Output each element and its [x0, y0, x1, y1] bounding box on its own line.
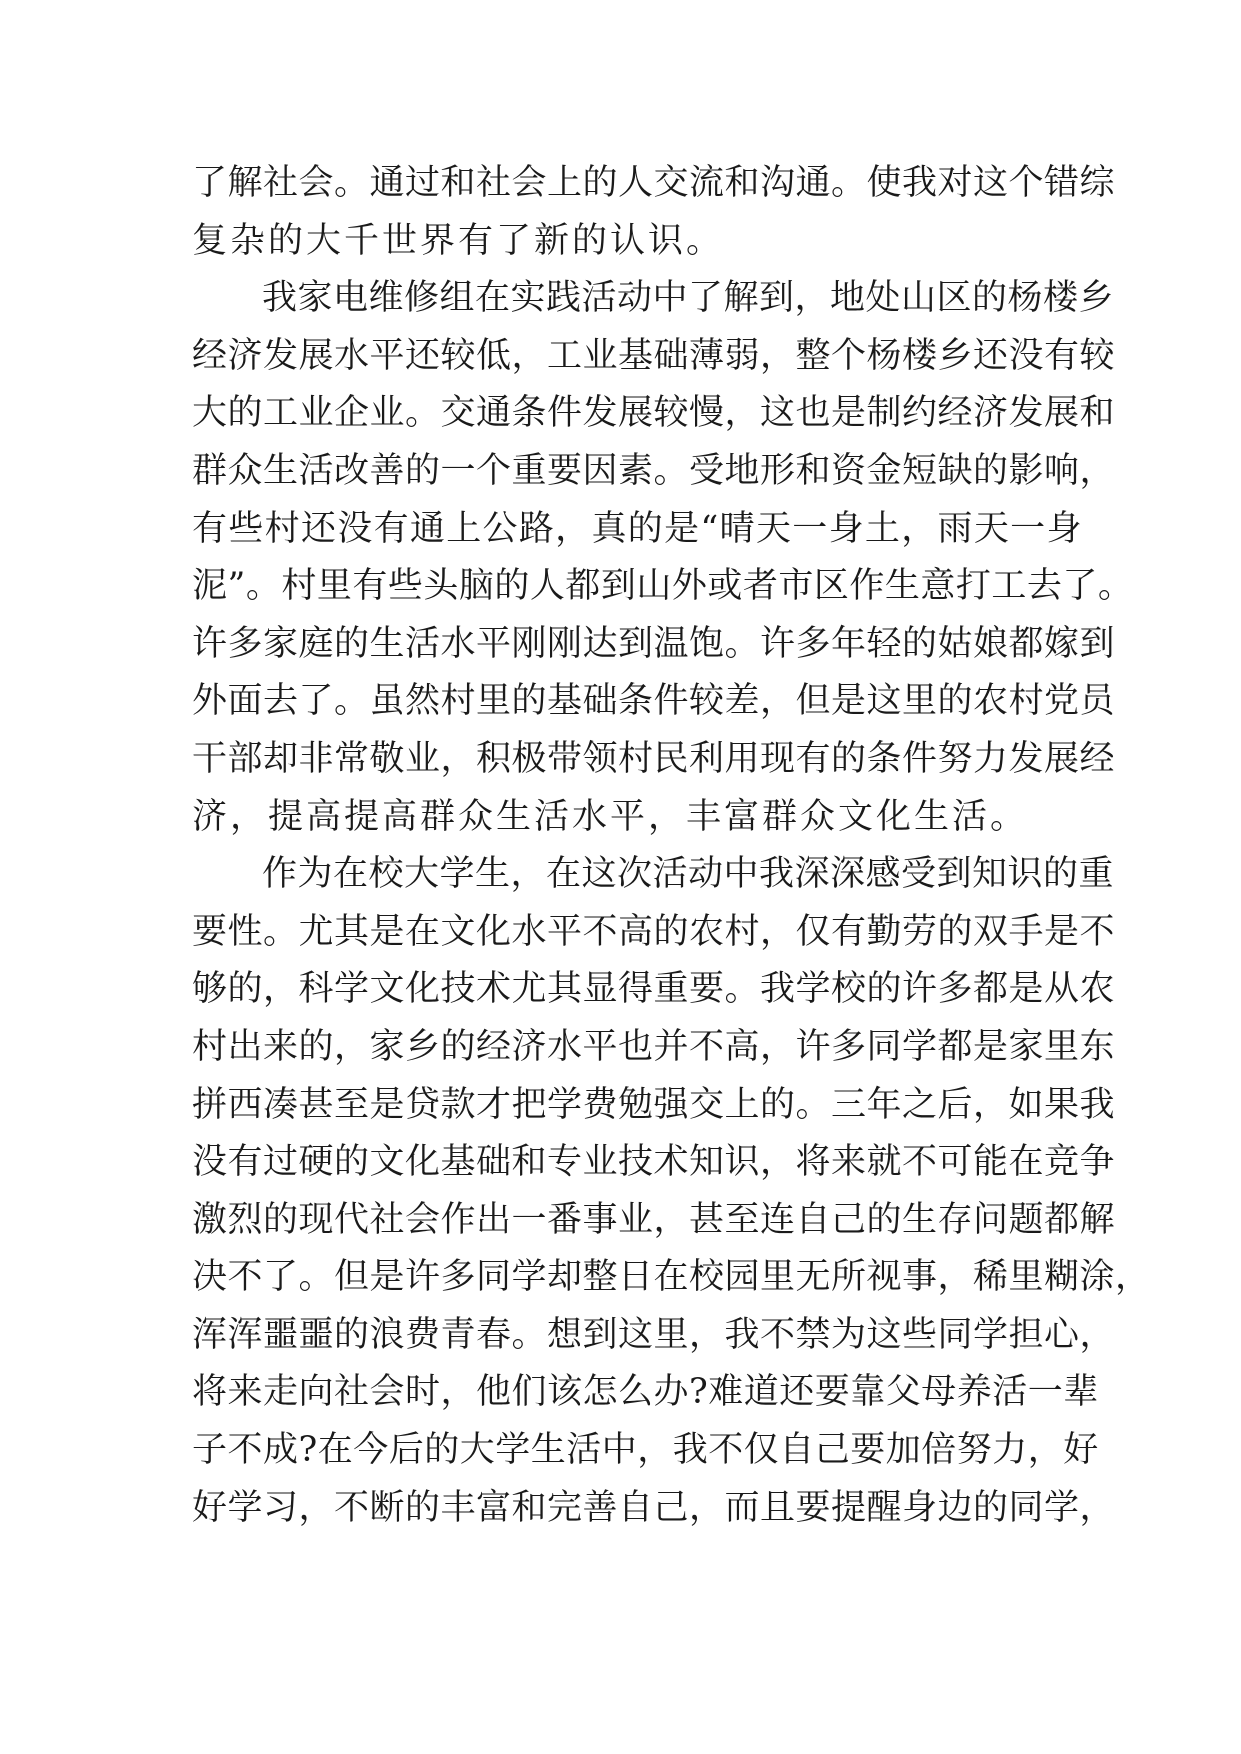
- text-line: 要性。尤其是在文化水平不高的农村，仅有勤劳的双手是不: [192, 911, 1116, 952]
- text-line: 外面去了。虽然村里的基础条件较差，但是这里的农村党员: [192, 681, 1116, 722]
- text-line: 村出来的，家乡的经济水平也并不高，许多同学都是家里东: [192, 1026, 1116, 1067]
- text-line: 好学习，不断的丰富和完善自己，而且要提醒身边的同学，: [192, 1487, 1116, 1528]
- text-line: 经济发展水平还较低，工业基础薄弱，整个杨楼乡还没有较: [192, 335, 1116, 376]
- text-line: 泥”。村里有些头脑的人都到山外或者市区作生意打工去了。: [192, 566, 1134, 607]
- text-line: 激烈的现代社会作出一番事业，甚至连自己的生存问题都解: [192, 1199, 1116, 1240]
- text-line: 干部却非常敬业，积极带领村民利用现有的条件努力发展经: [192, 738, 1116, 779]
- text-line: 够的，科学文化技术尤其显得重要。我学校的许多都是从农: [192, 969, 1116, 1010]
- paragraph-start-line: 作为在校大学生，在这次活动中我深深感受到知识的重: [262, 854, 1115, 895]
- text-line: 济，提高提高群众生活水平，丰富群众文化生活。: [192, 796, 1029, 837]
- paragraph-start-line: 我家电维修组在实践活动中了解到，地处山区的杨楼乡: [262, 278, 1115, 319]
- text-line: 浑浑噩噩的浪费青春。想到这里，我不禁为这些同学担心，: [192, 1314, 1116, 1355]
- text-line: 决不了。但是许多同学却整日在校园里无所视事，稀里糊涂，: [192, 1257, 1151, 1298]
- text-line: 许多家庭的生活水平刚刚达到温饱。许多年轻的姑娘都嫁到: [192, 623, 1116, 664]
- body-text: [192, 155, 1151, 1537]
- text-line: 大的工业企业。交通条件发展较慢，这也是制约经济发展和: [192, 393, 1116, 434]
- text-line: 没有过硬的文化基础和专业技术知识，将来就不可能在竞争: [192, 1142, 1116, 1183]
- text-line: 将来走向社会时，他们该怎么办?难道还要靠父母养活一辈: [192, 1372, 1099, 1413]
- text-line: 群众生活改善的一个重要因素。受地形和资金短缺的影响，: [192, 450, 1116, 491]
- text-line: 有些村还没有通上公路，真的是“晴天一身土，雨天一身: [192, 508, 1082, 549]
- text-line: 复杂的大千世界有了新的认识。: [192, 220, 725, 261]
- text-line: 拼西凑甚至是贷款才把学费勉强交上的。三年之后，如果我: [192, 1084, 1116, 1125]
- text-line: 子不成?在今后的大学生活中，我不仅自己要加倍努力，好: [192, 1430, 1099, 1471]
- text-line: 了解社会。通过和社会上的人交流和沟通。使我对这个错综: [192, 163, 1116, 203]
